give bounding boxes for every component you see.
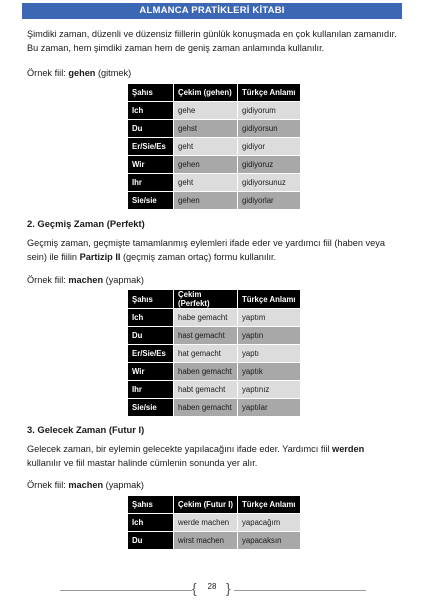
table-row [128, 345, 301, 362]
table-cell: Er/Sie/Es [128, 345, 174, 362]
futur-table [128, 495, 301, 550]
table-cell: hat gemacht [174, 345, 238, 362]
table-cell: gidiyorsun [238, 120, 301, 137]
table-cell: yaptılar [238, 399, 301, 416]
table-cell: Wir [128, 363, 174, 380]
present-paragraph: Şimdiki zaman, düzenli ve düzensiz fiillerin günlük konuşmada en çok kullanılan zamanıdır. Bu zaman, hem şimdiki zaman hem de geniş zaman anlamında kullanılır. [27, 29, 397, 53]
table-cell: yaptınız [238, 381, 301, 398]
table-cell: geht [174, 138, 238, 155]
futur-text-1: Gelecek zaman, bir eylemin gelecekte yapılacağını ifade eder. Yardımcı fiil [27, 444, 333, 454]
col-header: Şahıs [128, 84, 174, 101]
table-cell: hast gemacht [174, 327, 238, 344]
table-cell: Ihr [128, 174, 174, 191]
table-cell: gidiyoruz [238, 156, 301, 173]
table-cell: Ich [128, 102, 174, 119]
table-row [128, 174, 301, 191]
table-cell: haben gemacht [174, 363, 238, 380]
table-row [128, 192, 301, 209]
table-cell: gehen [174, 192, 238, 209]
example-meaning: (yapmak) [103, 480, 144, 490]
table-cell: gehen [174, 156, 238, 173]
table-cell: geht [174, 174, 238, 191]
table-cell: gehe [174, 102, 238, 119]
futur-title: 3. Gelecek Zaman (Futur I) [27, 424, 145, 435]
table-cell: Sie/sie [128, 399, 174, 416]
table-cell: Sie/sie [128, 192, 174, 209]
table-cell: gehst [174, 120, 238, 137]
table-cell: yaptın [238, 327, 301, 344]
footer-line-right [234, 590, 366, 591]
table-row [128, 532, 301, 549]
table-cell: Wir [128, 156, 174, 173]
example-prefix: Örnek fiil: [27, 275, 69, 285]
perfekt-table [128, 289, 301, 417]
table-cell: Du [128, 120, 174, 137]
futur-paragraph [27, 442, 399, 470]
table-cell: yapacağım [238, 514, 301, 531]
col-header: Çekim (Futur I) [174, 496, 238, 513]
col-header: Şahıs [128, 496, 174, 513]
table-cell: haben gemacht [174, 399, 238, 416]
col-header: Şahıs [128, 290, 174, 308]
table-cell: Du [128, 532, 174, 549]
perfekt-text-bold: Partizip II [79, 252, 121, 262]
footer-brace-left: { [192, 580, 197, 596]
example-verb: machen [68, 480, 104, 490]
table-cell: gidiyor [238, 138, 301, 155]
example-verb: machen [68, 275, 104, 285]
futur-text-2: kullanılır ve fiil mastar halinde cümlenin sonunda yer alır. [27, 458, 258, 468]
page-header: ALMANCA PRATİKLERİ KİTABI [22, 3, 402, 19]
table-header-row [128, 496, 301, 513]
table-cell: Ich [128, 309, 174, 326]
col-header: Türkçe Anlamı [238, 496, 301, 513]
table-cell: gidiyorsunuz [238, 174, 301, 191]
table-cell: werde machen [174, 514, 238, 531]
table-cell: yapacaksın [238, 532, 301, 549]
table-row [128, 381, 301, 398]
footer-brace-right: } [226, 580, 231, 596]
table-cell: habe gemacht [174, 309, 238, 326]
col-header: Çekim (Perfekt) [174, 290, 238, 308]
table-header-row [128, 290, 301, 308]
table-cell: habt gemacht [174, 381, 238, 398]
table-row [128, 363, 301, 380]
table-header-row [128, 84, 301, 101]
futur-example [27, 478, 399, 492]
futur-text-bold: werden [332, 444, 365, 454]
example-meaning: (yapmak) [103, 275, 144, 285]
perfekt-title: 2. Geçmiş Zaman (Perfekt) [27, 218, 145, 229]
table-row [128, 156, 301, 173]
table-cell: yaptık [238, 363, 301, 380]
table-cell: Ihr [128, 381, 174, 398]
footer-line-left [60, 590, 192, 591]
table-cell: wirst machen [174, 532, 238, 549]
table-row [128, 327, 301, 344]
table-cell: yaptım [238, 309, 301, 326]
perfekt-text-1: Geçmiş zaman, geçmişte tamamlanmış eylemleri ifade eder ve yardımcı fiil (haben veya sein) ile fiilin [27, 238, 385, 262]
col-header: Türkçe Anlamı [238, 84, 301, 101]
table-cell: Er/Sie/Es [128, 138, 174, 155]
present-example [27, 66, 399, 80]
perfekt-paragraph [27, 236, 399, 264]
table-cell: Du [128, 327, 174, 344]
example-prefix: Örnek fiil: [27, 68, 69, 78]
table-row [128, 399, 301, 416]
example-meaning: (gitmek) [95, 68, 132, 78]
example-verb: gehen [68, 68, 96, 78]
example-prefix: Örnek fiil: [27, 480, 69, 490]
table-row [128, 102, 301, 119]
table-cell: Ich [128, 514, 174, 531]
perfekt-text-2: (geçmiş zaman ortaç) formu kullanılır. [120, 252, 277, 262]
present-table [128, 83, 301, 210]
table-cell: yaptı [238, 345, 301, 362]
table-cell: gidiyorlar [238, 192, 301, 209]
table-row [128, 514, 301, 531]
col-header: Türkçe Anlamı [238, 290, 301, 308]
table-row [128, 120, 301, 137]
perfekt-example [27, 273, 399, 287]
table-row [128, 138, 301, 155]
table-cell: gidiyorum [238, 102, 301, 119]
page-number: 28 [207, 582, 217, 591]
col-header: Çekim (gehen) [174, 84, 238, 101]
table-row [128, 309, 301, 326]
